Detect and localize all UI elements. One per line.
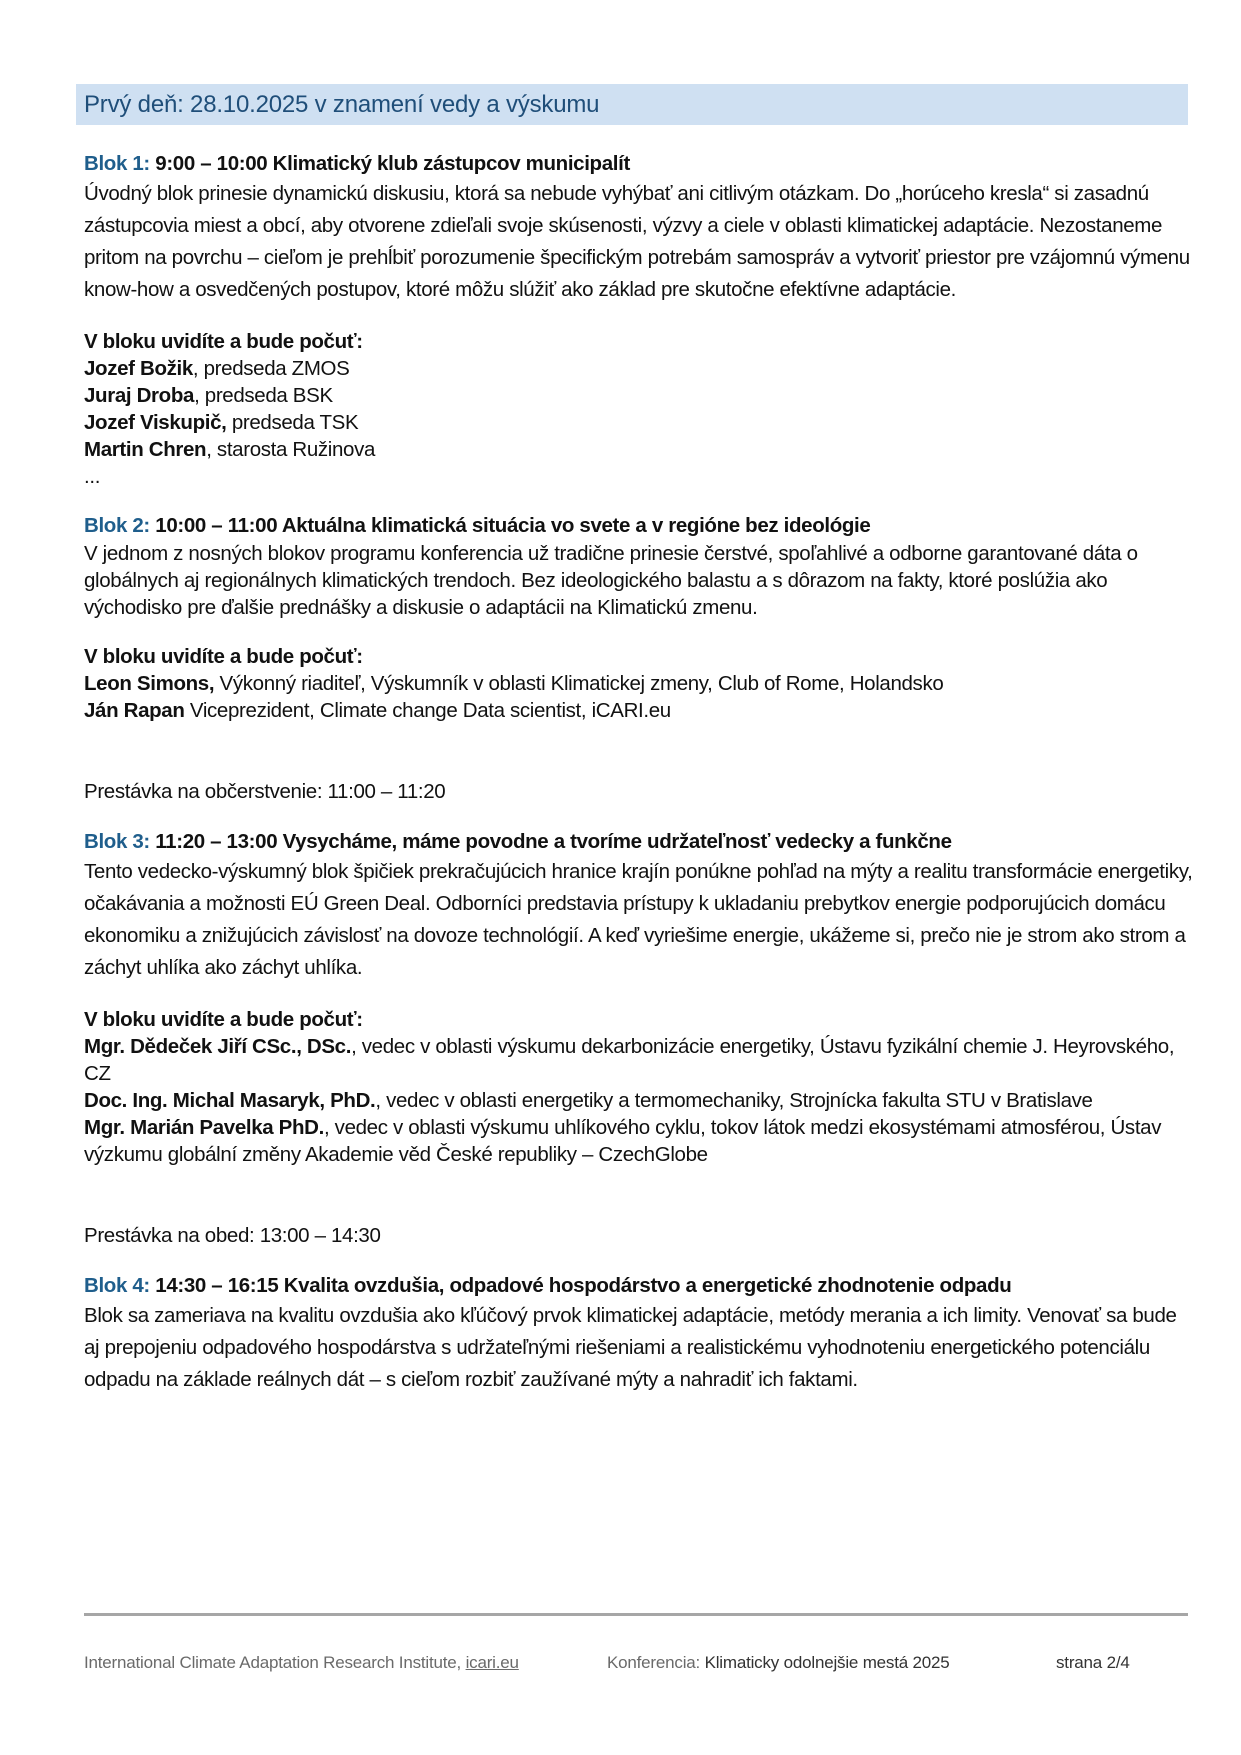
speaker-role: Viceprezident, Climate change Data scientist, iCARI.eu: [184, 699, 671, 722]
speaker: [84, 382, 1194, 409]
block-label: Blok 4:: [84, 1274, 150, 1297]
speaker-name: Mgr. Dědeček Jiří CSc., DSc.: [84, 1035, 352, 1058]
block-heading: [84, 150, 1194, 178]
speaker: [84, 1087, 1194, 1114]
speaker-name: Juraj Droba: [84, 384, 195, 407]
speaker-role: , vedec v oblasti energetiky a termomechaniky, Strojnícka fakulta STU v Bratislave: [375, 1089, 1093, 1112]
speaker-name: Doc. Ing. Michal Masaryk, PhD.: [84, 1089, 376, 1112]
institute-name: International Climate Adaptation Research Institute,: [84, 1653, 466, 1672]
block-label: Blok 1:: [84, 152, 150, 175]
block-description: V jednom z nosných blokov programu konferencia už tradične prinesie čerstvé, spoľahlivé a odborne garantované dáta o globálnych aj regionálnych klimatických trendoch. Bez ideologického balastu a s dôrazom na fakty, ktoré poslúžia ako východisko pre ďalšie prednášky a diskusie o adaptácii na Klimatickú zmenu.: [84, 542, 1138, 619]
block-title: 14:30 – 16:15 Kvalita ovzdušia, odpadové hospodárstvo a energetické zhodnotenie odpadu: [155, 1274, 1012, 1297]
day-title: Prvý deň: 28.10.2025 v znamení vedy a výskumu: [84, 91, 600, 118]
speaker-role: , starosta Ružinova: [206, 438, 376, 461]
block-label: Blok 3:: [84, 830, 150, 853]
coffee-break: Prestávka na občerstvenie: 11:00 – 11:20: [84, 780, 446, 803]
more-speakers-ellipsis: ...: [84, 465, 101, 488]
day-banner: [76, 84, 1188, 125]
speakers-title: V bloku uvidíte a bude počuť:: [84, 1008, 363, 1031]
block-description: Blok sa zameriava na kvalitu ovzdušia ako kľúčový prvok klimatickej adaptácie, metódy merania a ich limity. Venovať sa bude aj prepojeniu odpadového hospodárstva s udržateľnými riešeniami a realistickému vyhodnoteniu energetického potenciálu odpadu na základe reálnych dát – s cieľom rozbiť zaužívané mýty a nahradiť ich faktami.: [84, 1304, 1177, 1391]
speaker-name: Leon Simons,: [84, 672, 215, 695]
speaker-name: Ján Rapan: [84, 699, 185, 722]
speaker-role: , predseda BSK: [194, 384, 333, 407]
speaker-role: , vedec v oblasti výskumu dekarbonizácie energetiky, Ústavu fyzikální chemie J. Heyrovského, CZ: [84, 1035, 1175, 1085]
speakers-title: V bloku uvidíte a bude počuť:: [84, 645, 363, 668]
institute-link[interactable]: icari.eu: [465, 1653, 519, 1672]
speaker-name: Jozef Viskupič,: [84, 411, 227, 434]
speaker-role: , predseda ZMOS: [192, 357, 350, 380]
block-4: [84, 1272, 1194, 1396]
speaker-role: predseda TSK: [226, 411, 359, 434]
speaker: [84, 1033, 1194, 1087]
block-description: Tento vedecko-výskumný blok špičiek prekračujúcich hranice krajín ponúkne pohľad na mýty a realitu transformácie energetiky, očakávania a možnosti EÚ Green Deal. Odborníci predstavia prístupy k ukladaniu prebytkov energie podporujúcich domácu ekonomiku a znižujúcich závislosť na dovoze technológií. A keď vyriešime energie, ukážeme si, prečo nie je strom ako strom a záchyt uhlíka ako záchyt uhlíka.: [84, 860, 1193, 979]
block-title: 11:20 – 13:00 Vysycháme, máme povodne a tvoríme udržateľnosť vedecky a funkčne: [155, 830, 952, 853]
block-2: [84, 512, 1194, 724]
block-3: [84, 828, 1194, 1168]
footer-institute: [84, 1653, 519, 1673]
speaker: [84, 355, 1194, 382]
block-description: Úvodný blok prinesie dynamickú diskusiu, ktorá sa nebude vyhýbať ani citlivým otázkam. Do „horúceho kresla“ si zasadnú zástupcovia miest a obcí, aby otvorene zdieľali svoje skúsenosti, výzvy a ciele v oblasti klimatickej adaptácie. Nezostaneme pritom na povrchu – cieľom je prehĺbiť porozumenie špecifickým potrebám samospráv a vytvoriť priestor pre vzájomnú výmenu know-how a osvedčených postupov, ktoré môžu slúžiť ako základ pre skutočne efektívne adaptácie.: [84, 182, 1190, 301]
speaker-name: Jozef Božik: [84, 357, 193, 380]
footer-divider: [84, 1613, 1188, 1616]
speakers-title: V bloku uvidíte a bude počuť:: [84, 330, 363, 353]
footer-conference: [607, 1653, 950, 1673]
block-1: [84, 150, 1194, 490]
block-title: 10:00 – 11:00 Aktuálna klimatická situácia vo svete a v regióne bez ideológie: [155, 514, 871, 537]
speaker: [84, 1114, 1194, 1168]
speaker-name: Mgr. Marián Pavelka PhD.: [84, 1116, 324, 1139]
speaker: [84, 697, 1194, 724]
conference-name: Klimaticky odolnejšie mestá 2025: [704, 1653, 950, 1672]
page-number: strana 2/4: [1056, 1653, 1130, 1672]
speaker: [84, 670, 1194, 697]
block-title: 9:00 – 10:00 Klimatický klub zástupcov municipalít: [155, 152, 630, 175]
block-heading: [84, 828, 1194, 856]
speaker-role: , vedec v oblasti výskumu uhlíkového cyklu, tokov látok medzi ekosystémami atmosférou, Ústav výzkumu globální změny Akademie věd České republiky – CzechGlobe: [84, 1116, 1162, 1166]
speaker: [84, 409, 1194, 436]
lunch-break: Prestávka na obed: 13:00 – 14:30: [84, 1224, 381, 1247]
block-label: Blok 2:: [84, 514, 150, 537]
speaker-role: Výkonný riaditeľ, Výskumník v oblasti Klimatickej zmeny, Club of Rome, Holandsko: [214, 672, 944, 695]
speaker-name: Martin Chren: [84, 438, 207, 461]
program-content: [84, 150, 1194, 1396]
conference-label: Konferencia:: [607, 1653, 705, 1672]
block-heading: [84, 512, 1194, 540]
block-heading: [84, 1272, 1194, 1300]
speaker: [84, 436, 1194, 463]
